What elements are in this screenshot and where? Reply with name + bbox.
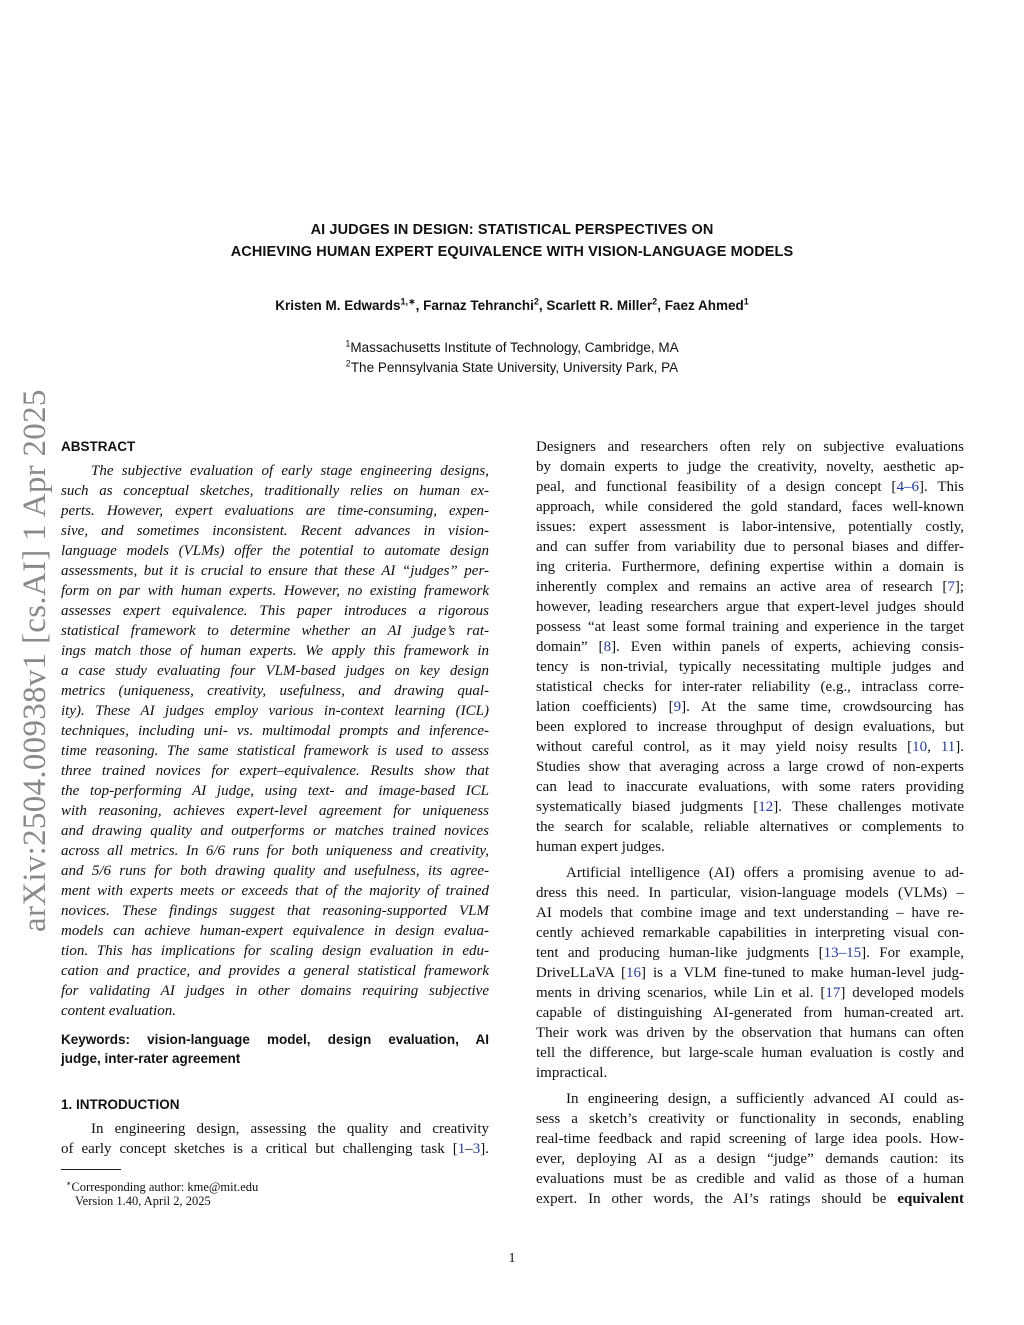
citation-link[interactable]: 3 — [472, 1141, 481, 1157]
citation-link[interactable]: 1 — [457, 1141, 466, 1157]
body-text: ments in driving scenarios, while Lin et al. [ — [536, 985, 826, 1001]
body-line: cently achieved remarkable capabilities in interpreting visual con- — [536, 925, 964, 941]
body-line: dress this need. In particular, vision-language models (VLMs) – — [536, 885, 964, 901]
affiliation-1 — [0, 338, 1024, 358]
body-text: expert. In other words, the AI’s ratings should be — [536, 1191, 898, 1207]
citation-link[interactable]: 12 — [758, 799, 774, 815]
body-line: approach, while considered the gold standard, faces well-known — [536, 499, 964, 515]
abstract-line: perts. However, expert evaluations are time-consuming, expen- — [61, 503, 489, 519]
author-1: Kristen M. Edwards — [275, 298, 401, 313]
citation-link[interactable]: 10 — [912, 739, 928, 755]
citation-link[interactable]: 17 — [825, 985, 841, 1001]
body-line — [536, 737, 964, 757]
arxiv-sidebar-stamp: arXiv:2504.00938v1 [cs.AI] 1 Apr 2025 — [17, 389, 53, 932]
abstract-line: ment with experts meets or exceeds that of the majority of trained — [61, 883, 489, 899]
affiliations — [0, 338, 1024, 378]
body-text: ]. These challenges motivate — [773, 799, 965, 815]
body-text: tent and producing human-like judgments [ — [536, 945, 824, 961]
abstract-line: across all metrics. In 6/6 runs for both uniqueness and creativity, — [61, 843, 489, 859]
keywords — [61, 1030, 489, 1068]
body-line: Studies show that averaging across a large crowd of non-experts — [536, 759, 964, 775]
abstract-line: metrics (uniqueness, creativity, usefulness, and drawing qual- — [61, 683, 489, 699]
body-line: ing criteria. Furthermore, defining expertise within a domain is — [536, 559, 964, 575]
abstract-line: models can achieve human-expert equivalence in design evalua- — [61, 923, 489, 939]
body-text-bold: equivalent — [897, 1191, 964, 1207]
abstract-line: ings match those of human experts. We apply this framework in — [61, 643, 489, 659]
body-line: can lead to inaccurate evaluations, with some raters providing — [536, 779, 964, 795]
footnote-version: Version 1.40, April 2, 2025 — [75, 1194, 211, 1208]
abstract-line: content evaluation. — [61, 1003, 176, 1019]
body-line: tell the difference, but large-scale human evaluation is costly and — [536, 1045, 964, 1061]
author-2: , Farnaz Tehranchi — [415, 298, 534, 313]
body-line — [536, 797, 964, 817]
body-line — [536, 637, 964, 657]
affiliation-2 — [0, 358, 1024, 378]
abstract-line: the top-performing AI judge, using text- and image-based ICL — [61, 783, 489, 799]
abstract-line: a case study evaluating four VLM-based judges on key design — [61, 663, 489, 679]
affiliation-2-text: The Pennsylvania State University, University Park, PA — [350, 360, 679, 375]
footnote-mark: ∗ — [66, 1179, 72, 1188]
body-line — [536, 697, 964, 717]
abstract-line: such as conceptual sketches, traditionally relies on human ex- — [61, 483, 489, 499]
author-3-sup: 2 — [652, 296, 658, 307]
body-line — [536, 477, 964, 497]
body-text: ]; — [954, 579, 964, 595]
abstract-line: three trained novices for expert–equivalence. Results show that — [61, 763, 489, 779]
abstract-line: form on par with human experts. However, no existing framework — [61, 583, 489, 599]
abstract-line: novices. These findings suggest that reasoning-supported VLM — [61, 903, 489, 919]
body-text: , — [927, 739, 941, 755]
body-line: possess “at least some formal training and experience in the target — [536, 619, 964, 635]
body-line: been explored to increase throughput of design evaluations, but — [536, 719, 964, 735]
body-text: ]. Even within panels of experts, achieving consis- — [611, 639, 964, 655]
title-line-2: ACHIEVING HUMAN EXPERT EQUIVALENCE WITH VISION-LANGUAGE MODELS — [230, 244, 794, 260]
author-4: , Faez Ahmed — [657, 298, 744, 313]
body-line: issues: expert assessment is labor-intensive, potentially costly, — [536, 519, 964, 535]
intro-text: – — [465, 1141, 473, 1157]
body-text: ] developed models — [840, 985, 964, 1001]
body-line: human expert judges. — [536, 839, 665, 855]
footnote-text: Corresponding author: kme@mit.edu — [71, 1180, 259, 1195]
body-line: Designers and researchers often rely on subjective evaluations — [536, 439, 964, 455]
body-line: AI models that combine image and text understanding – have re- — [536, 905, 964, 921]
abstract-line: and 5/6 runs for both drawing quality and usefulness, its agree- — [61, 863, 489, 879]
body-line: and can suffer from variability due to personal biases and differ- — [536, 539, 964, 555]
citation-link[interactable]: 11 — [940, 739, 956, 755]
intro-line: In engineering design, assessing the quality and creativity — [91, 1121, 489, 1137]
page-number: 1 — [508, 1251, 516, 1266]
body-line: real-time feedback and rapid screening of large idea pools. How- — [536, 1131, 964, 1147]
title-line-1: AI JUDGES IN DESIGN: STATISTICAL PERSPECTIVES ON — [310, 222, 714, 238]
citation-link[interactable]: 9 — [673, 699, 682, 715]
body-text: peal, and functional feasibility of a design concept [ — [536, 479, 897, 495]
affiliation-1-sup: 1 — [345, 338, 351, 349]
affiliation-2-sup: 2 — [345, 358, 351, 369]
body-line: statistical checks for inter-rater reliability (e.g., intraclass corre- — [536, 679, 964, 695]
citation-link[interactable]: 16 — [626, 965, 642, 981]
body-line: tency is non-trivial, typically necessitating multiple judges and — [536, 659, 964, 675]
body-line: the search for scalable, reliable alternatives or complements to — [536, 819, 964, 835]
abstract-heading: ABSTRACT — [61, 439, 136, 454]
citation-link[interactable]: 8 — [603, 639, 612, 655]
body-line: Artificial intelligence (AI) offers a promising avenue to ad- — [566, 865, 964, 881]
intro-line — [61, 1139, 489, 1159]
body-text: systematically biased judgments [ — [536, 799, 759, 815]
footnote-rule — [61, 1169, 121, 1170]
intro-text: of early concept sketches is a critical but challenging task [ — [61, 1141, 458, 1157]
keywords-line-2: judge, inter-rater agreement — [61, 1051, 241, 1066]
abstract-line: and drawing quality and outperforms or matches trained novices — [61, 823, 489, 839]
body-line — [536, 577, 964, 597]
body-text: ]. For example, — [861, 945, 965, 961]
body-text: inherently complex and remains an active area of research [ — [536, 579, 948, 595]
body-text: without careful control, as it may yield noisy results [ — [536, 739, 913, 755]
citation-link[interactable]: 4–6 — [896, 479, 919, 495]
abstract-line: cation and practice, and provides a general statistical framework — [61, 963, 489, 979]
abstract-line: techniques, including uni- vs. multimodal prompts and inference- — [61, 723, 489, 739]
body-text: ] is a VLM fine-tuned to make human-level judg- — [641, 965, 964, 981]
author-1-sup: 1,∗ — [400, 296, 416, 307]
abstract-line: for validating AI judges in other domains requiring subjective — [61, 983, 489, 999]
body-text: ]. This — [918, 479, 964, 495]
author-list — [0, 296, 1024, 316]
abstract-line: language models (VLMs) offer the potential to automate design — [61, 543, 489, 559]
abstract-line: time reasoning. The same statistical framework is used to assess — [61, 743, 489, 759]
body-line — [536, 1189, 964, 1209]
abstract-line: assesses expert equivalence. This paper introduces a rigorous — [61, 603, 489, 619]
introduction-heading: 1. INTRODUCTION — [61, 1097, 180, 1112]
abstract-line: assessments, but it is crucial to ensure that these AI “judges” per- — [61, 563, 489, 579]
body-line: ever, deploying AI as a design “judge” demands caution: its — [536, 1151, 964, 1167]
body-line: evaluations must be as credible and valid as those of a human — [536, 1171, 964, 1187]
body-text: ]. At the same time, crowdsourcing has — [681, 699, 964, 715]
affiliation-1-text: Massachusetts Institute of Technology, Cambridge, MA — [350, 340, 679, 355]
body-line — [536, 983, 964, 1003]
intro-text: ]. — [480, 1141, 489, 1157]
body-line: In engineering design, a sufficiently advanced AI could as- — [566, 1091, 964, 1107]
body-line — [536, 963, 964, 983]
citation-link[interactable]: 7 — [947, 579, 955, 595]
body-line: however, leading researchers argue that expert-level judges should — [536, 599, 964, 615]
body-line: Their work was driven by the observation that humans can often — [536, 1025, 964, 1041]
abstract-line: ity). These AI judges employ various in-context learning (ICL) — [61, 703, 489, 719]
paper-title — [0, 219, 1024, 263]
body-line: impractical. — [536, 1065, 608, 1081]
abstract-line: with reasoning, achieves expert-level agreement for uniqueness — [61, 803, 489, 819]
body-line: capable of distinguishing AI-generated from human-created art. — [536, 1005, 964, 1021]
body-text: ]. — [955, 739, 965, 755]
body-line: by domain experts to judge the creativity, novelty, aesthetic ap- — [536, 459, 964, 475]
abstract-line: The subjective evaluation of early stage engineering designs, — [91, 463, 489, 479]
abstract-line: statistical framework to determine whether an AI judge’s rat- — [61, 623, 489, 639]
author-4-sup: 1 — [743, 296, 749, 307]
body-line: sess a sketch’s creativity or functionality in seconds, enabling — [536, 1111, 964, 1127]
abstract-line: sive, and sometimes inconsistent. Recent advances in vision- — [61, 523, 489, 539]
citation-link[interactable]: 13–15 — [823, 945, 862, 961]
author-3: , Scarlett R. Miller — [538, 298, 653, 313]
body-text: domain” [ — [536, 639, 604, 655]
author-2-sup: 2 — [533, 296, 539, 307]
abstract-line: tion. This has implications for scaling design evaluation in edu- — [61, 943, 489, 959]
body-line — [536, 943, 964, 963]
body-text: DriveLLaVA [ — [536, 965, 627, 981]
body-text: lation coefficients) [ — [536, 699, 674, 715]
keywords-line-1: Keywords: vision-language model, design evaluation, AI — [61, 1032, 489, 1047]
